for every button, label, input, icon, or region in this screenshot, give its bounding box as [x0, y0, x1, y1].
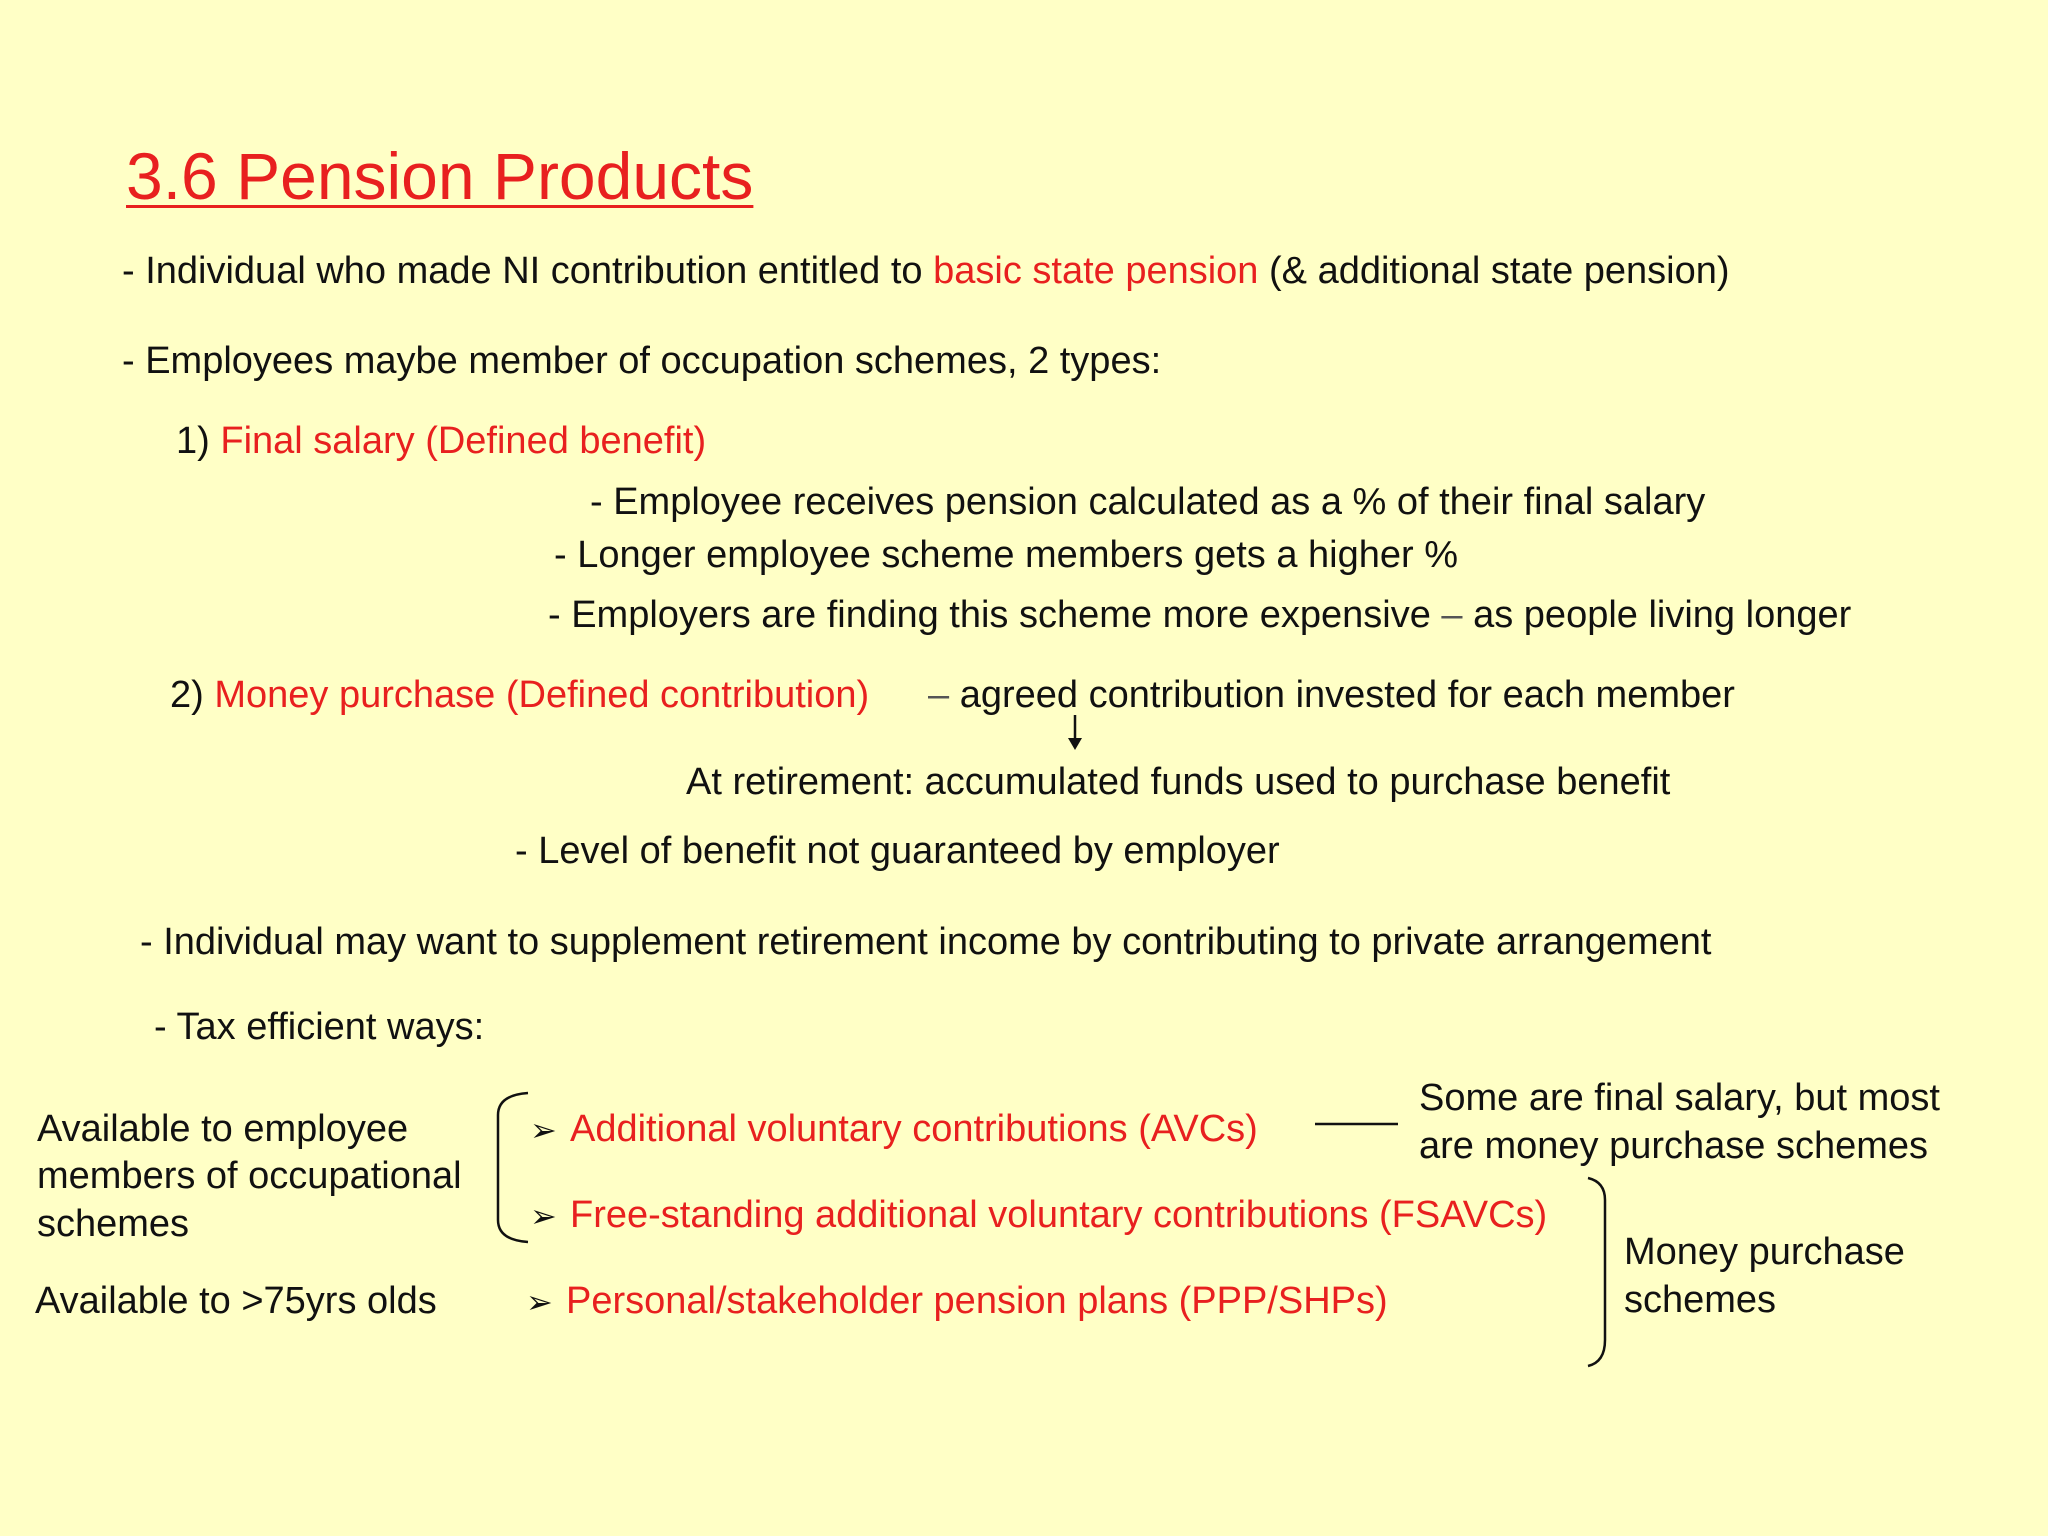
- final-salary-point-2: - Longer employee scheme members gets a higher %: [554, 534, 1459, 576]
- bullet-state-prefix: - Individual who made NI contribution entitled to: [122, 250, 934, 292]
- arrow-bullet-icon: ➢: [530, 1112, 557, 1148]
- bullet-employees: - Employees maybe member of occupation schemes, 2 types:: [122, 340, 1162, 382]
- final-salary-point-3-tail: as people living longer: [1473, 594, 1852, 636]
- money-purchase-label: Money purchase (Defined contribution): [214, 674, 870, 716]
- occupational-note-line-3: schemes: [37, 1203, 190, 1245]
- bullet-state-suffix: (& additional state pension): [1258, 250, 1730, 292]
- tax-item-avcs-label: Additional voluntary contributions (AVCs): [570, 1108, 1258, 1150]
- money-purchase-dash: –: [928, 674, 950, 716]
- slide-title: 3.6 Pension Products: [126, 139, 754, 213]
- retirement-line: At retirement: accumulated funds used to purchase benefit: [686, 761, 1671, 803]
- left-bracket: [498, 1093, 528, 1242]
- final-salary-point-3-main: - Employers are finding this scheme more expensive: [548, 594, 1431, 636]
- avcs-note-line-1: Some are final salary, but most: [1419, 1077, 1940, 1119]
- occupational-note-line-2: members of occupational: [37, 1155, 462, 1197]
- arrow-bullet-icon: ➢: [526, 1284, 553, 1320]
- avcs-note-line-2: are money purchase schemes: [1419, 1125, 1929, 1167]
- right-brace: [1588, 1178, 1605, 1366]
- guarantee-line: - Level of benefit not guaranteed by employer: [515, 830, 1280, 872]
- final-salary-number: 1): [176, 420, 221, 462]
- bullet-supplement: - Individual may want to supplement retirement income by contributing to private arrangement: [140, 921, 1712, 963]
- bullet-tax: - Tax efficient ways:: [154, 1006, 485, 1048]
- final-salary-point-1: - Employee receives pension calculated as a % of their final salary: [590, 481, 1706, 523]
- final-salary-label: Final salary (Defined benefit): [220, 420, 707, 462]
- occupational-note-line-1: Available to employee: [37, 1108, 409, 1150]
- money-purchase-note-line-1: Money purchase: [1624, 1231, 1905, 1273]
- tax-item-fsavcs-label: Free-standing additional voluntary contributions (FSAVCs): [570, 1194, 1548, 1236]
- money-purchase-note-line-2: schemes: [1624, 1279, 1777, 1321]
- age-note: Available to >75yrs olds: [35, 1280, 437, 1322]
- money-purchase-number: 2): [170, 674, 215, 716]
- final-salary-dash: –: [1441, 594, 1463, 636]
- money-purchase-note: agreed contribution invested for each member: [959, 674, 1735, 716]
- down-arrow-icon: [1068, 715, 1082, 750]
- basic-state-pension-highlight: basic state pension: [933, 250, 1259, 292]
- tax-item-ppp-label: Personal/stakeholder pension plans (PPP/SHPs): [566, 1280, 1388, 1322]
- arrow-bullet-icon: ➢: [530, 1198, 557, 1234]
